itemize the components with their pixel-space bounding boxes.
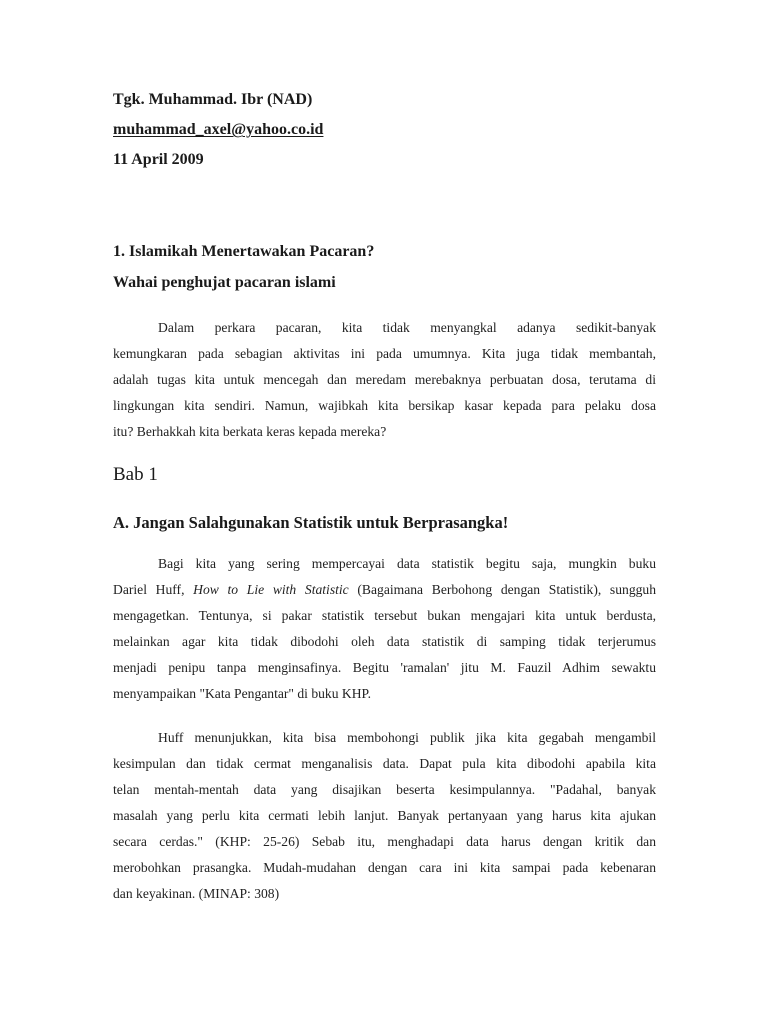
chapter-heading: A. Jangan Salahgunakan Statistik untuk Berprasangka! bbox=[113, 513, 509, 532]
book-title: How to Lie with Statistic bbox=[193, 582, 349, 597]
paragraph-line: secara cerdas." (KHP: 25-26) Sebab itu, menghadapi data harus dengan kritik dan bbox=[113, 834, 656, 849]
paragraph-text: (Bagaimana Berbohong dengan Statistik), sungguh bbox=[348, 582, 657, 597]
author-email[interactable]: muhammad_axel@yahoo.co.id bbox=[113, 121, 324, 138]
paragraph-line: lingkungan kita sendiri. Namun, wajibkah kita bersikap kasar kepada para pelaku dosa bbox=[113, 398, 656, 413]
paragraph-line: telan mentah-mentah data yang disajikan beserta kesimpulannya. "Padahal, banyak bbox=[113, 782, 656, 797]
document-date: 11 April 2009 bbox=[113, 151, 204, 168]
author-line: Tgk. Muhammad. Ibr (NAD) bbox=[113, 91, 313, 108]
paragraph-intro bbox=[113, 315, 656, 445]
paragraph-line: mengagetkan. Tentunya, si pakar statistik tersebut bukan mengajari kita untuk berdusta, bbox=[113, 608, 656, 623]
paragraph-line: Bagi kita yang sering mempercayai data statistik begitu saja, mungkin buku bbox=[158, 556, 656, 571]
paragraph-line bbox=[113, 577, 656, 603]
chapter-title: Bab 1 bbox=[113, 464, 158, 485]
paragraph-huff bbox=[113, 725, 656, 907]
paragraph-statistics bbox=[113, 551, 656, 707]
paragraph-line: menyampaikan "Kata Pengantar" di buku KHP. bbox=[113, 686, 371, 701]
section-subtitle: Wahai penghujat pacaran islami bbox=[113, 274, 336, 291]
paragraph-line: itu? Berhakkah kita berkata keras kepada mereka? bbox=[113, 424, 387, 439]
paragraph-line: melainkan agar kita tidak dibodohi oleh data statistik di samping tidak terjerumus bbox=[113, 634, 656, 649]
paragraph-line: menjadi penipu tanpa menginsafinya. Begitu 'ramalan' jitu M. Fauzil Adhim sewaktu bbox=[113, 660, 656, 675]
paragraph-line: kemungkaran pada sebagian aktivitas ini pada umumnya. Kita juga tidak membantah, bbox=[113, 346, 656, 361]
paragraph-line: dan keyakinan. (MINAP: 308) bbox=[113, 886, 280, 901]
paragraph-line: merobohkan prasangka. Mudah-mudahan dengan cara ini kita sampai pada kebenaran bbox=[113, 860, 656, 875]
paragraph-text: Dariel Huff, bbox=[113, 582, 194, 597]
section-title: 1. Islamikah Menertawakan Pacaran? bbox=[113, 243, 375, 260]
paragraph-line: Dalam perkara pacaran, kita tidak menyangkal adanya sedikit-banyak bbox=[158, 320, 656, 335]
paragraph-line: adalah tugas kita untuk mencegah dan meredam merebaknya perbuatan dosa, terutama di bbox=[113, 372, 656, 387]
paragraph-line: masalah yang perlu kita cermati lebih lanjut. Banyak pertanyaan yang harus kita ajukan bbox=[113, 808, 656, 823]
paragraph-line: Huff menunjukkan, kita bisa membohongi publik jika kita gegabah mengambil bbox=[158, 730, 656, 745]
paragraph-line: kesimpulan dan tidak cermat menganalisis data. Dapat pula kita dibodohi apabila kita bbox=[113, 756, 656, 771]
